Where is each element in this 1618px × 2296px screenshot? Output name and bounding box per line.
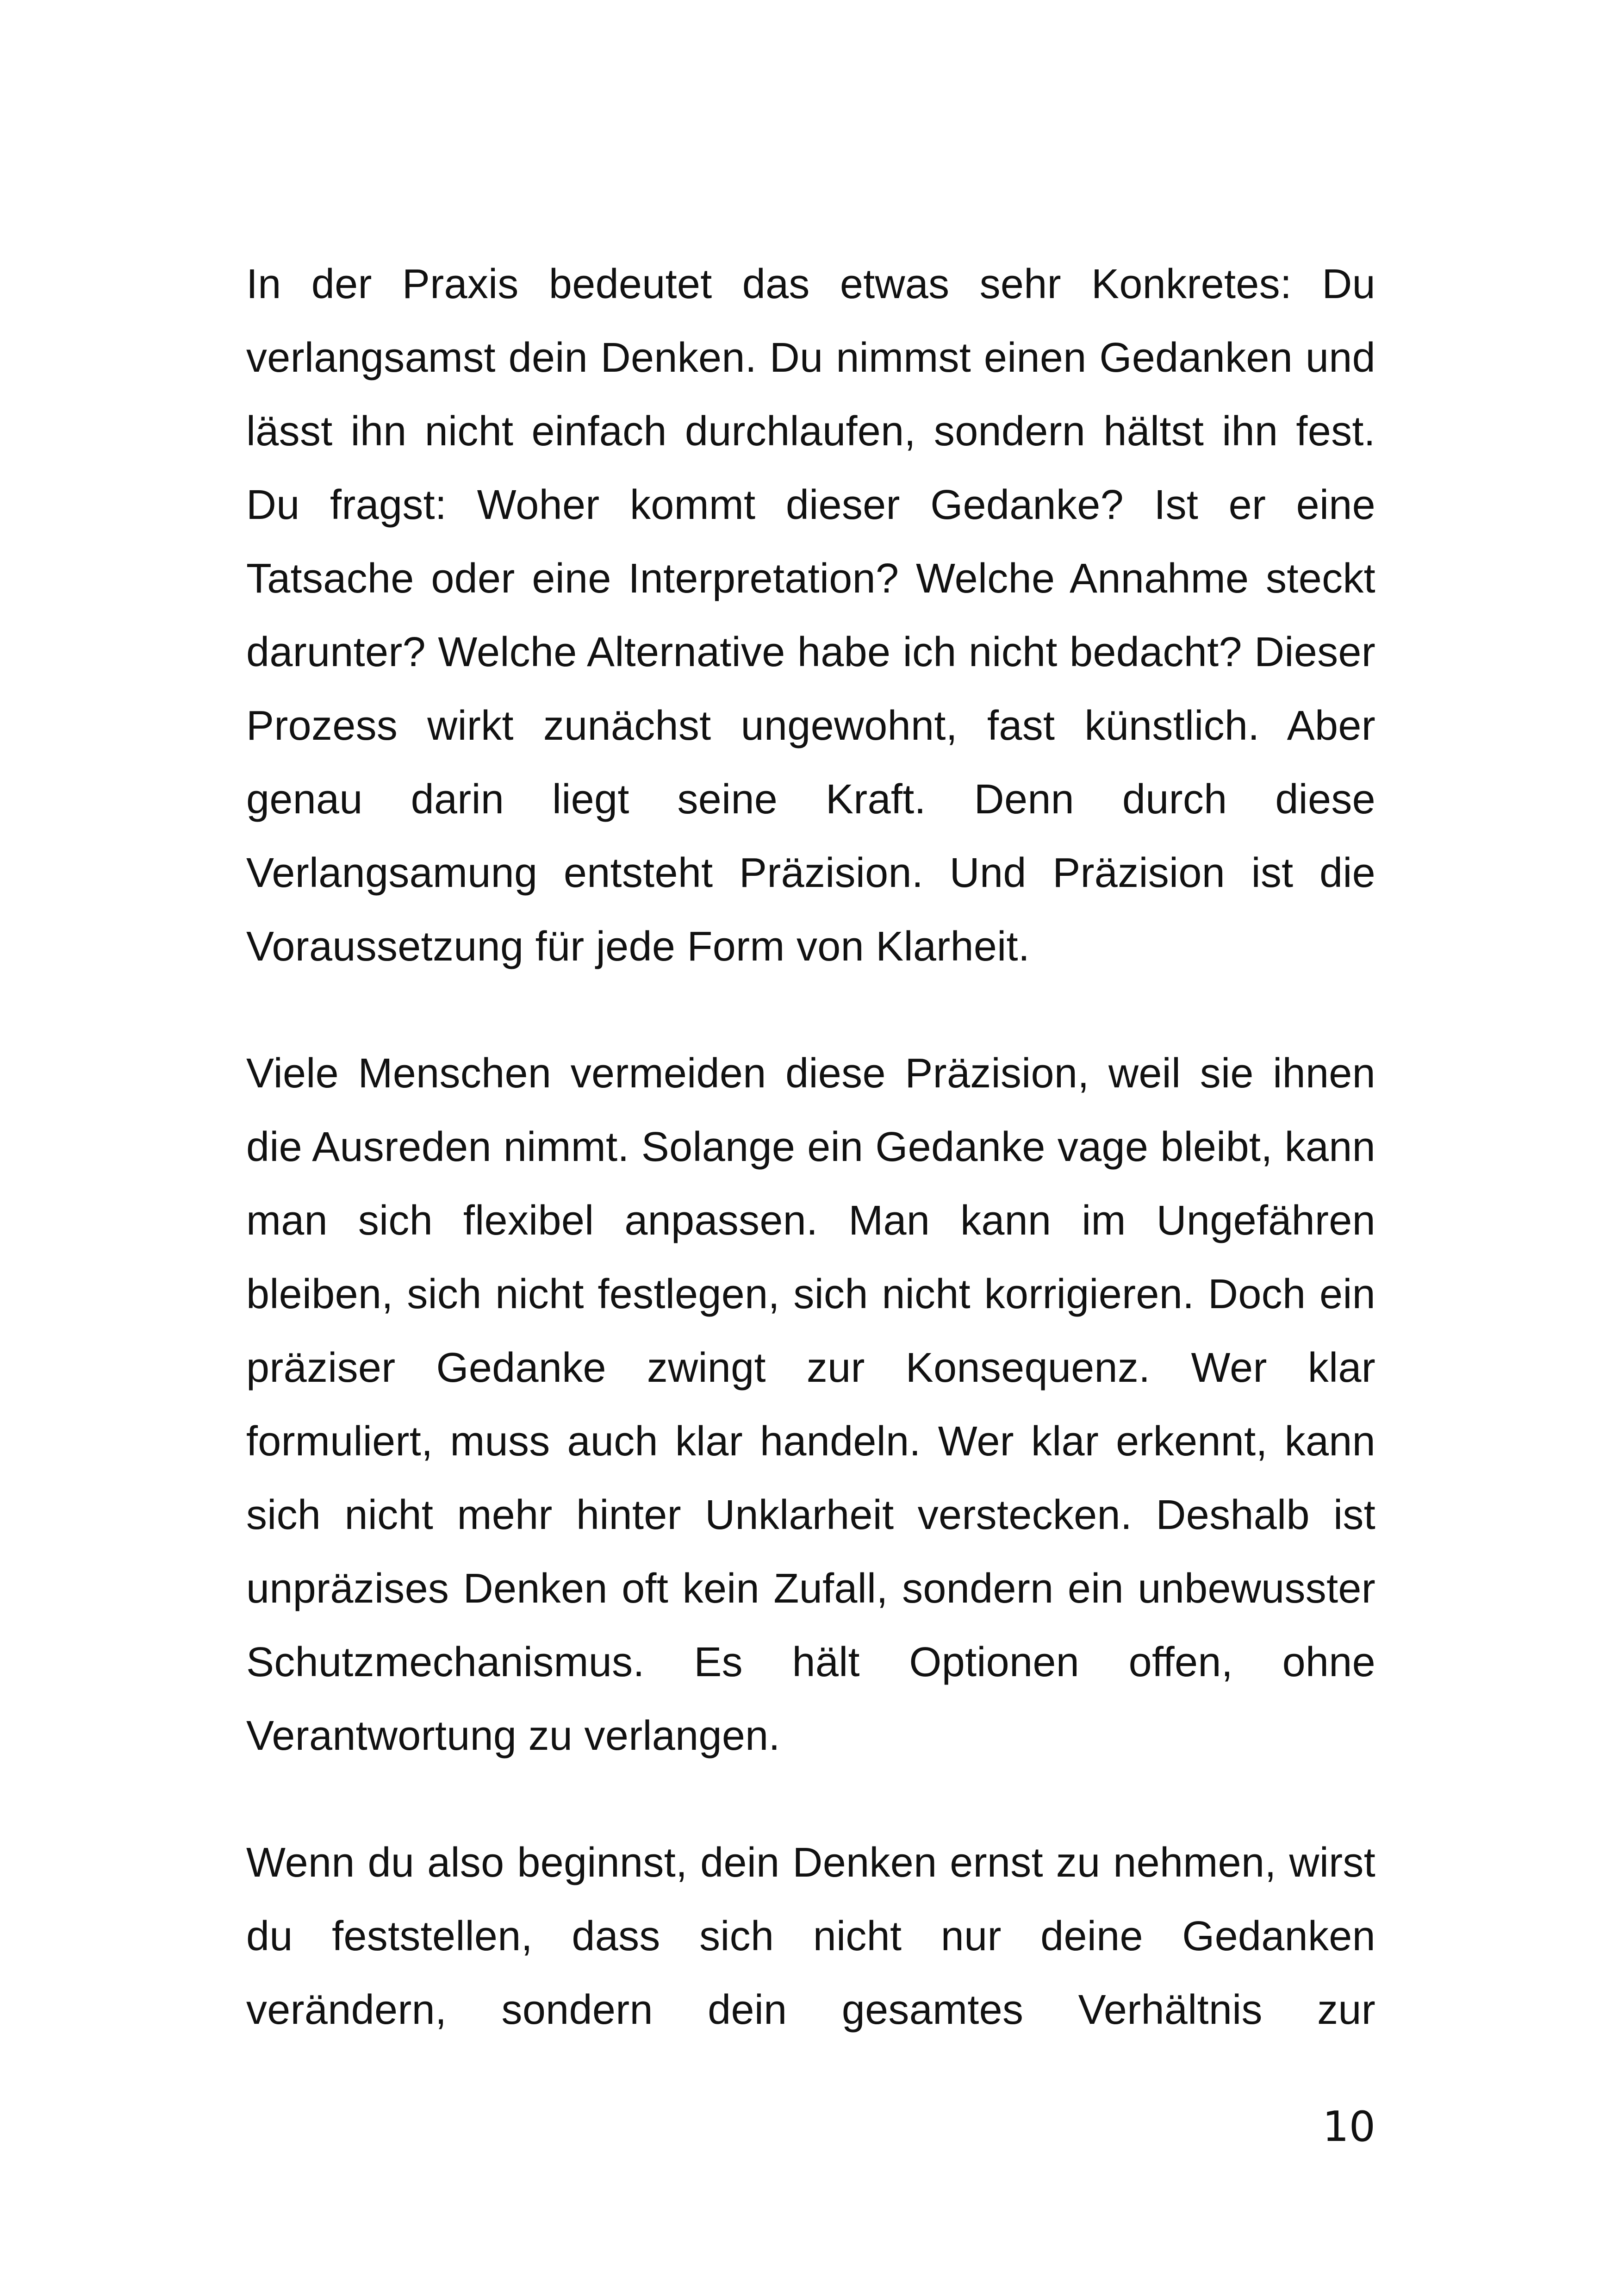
- paragraph-2: Viele Menschen vermeiden diese Präzision, weil sie ihnen die Ausreden nimmt. Solange ein Gedanke vage bleibt, kann man sich flexibel anpassen. Man kann im Ungefähren bleiben, sich nicht festlegen, sich nicht korrigieren. Doch ein präziser Gedanke zwingt zur Konsequenz. Wer klar formuliert, muss auch klar handeln. Wer klar erkennt, kann sich nicht mehr hinter Unklarheit verstecken. Deshalb ist unpräzises Denken oft kein Zufall, sondern ein unbewusster Schutzmechanismus. Es hält Optionen offen, ohne Verantwortung zu verlangen.: [246, 1050, 1375, 1759]
- paragraph-1: In der Praxis bedeutet das etwas sehr Konkretes: Du verlangsamst dein Denken. Du nimmst einen Gedanken und lässt ihn nicht einfach durchlaufen, sondern hältst ihn fest. Du fragst: Woher kommt dieser Gedanke? Ist er eine Tatsache oder eine Interpretation? Welche Annahme steckt darunter? Welche Alternative habe ich nicht bedacht? Dieser Prozess wirkt zunächst ungewohnt, fast künstlich. Aber genau darin liegt seine Kraft. Denn durch diese Verlangsamung entsteht Präzision. Und Präzision ist die Voraussetzung für jede Form von Klarheit.: [246, 261, 1375, 970]
- page-number: 10: [1322, 2103, 1375, 2151]
- paragraph-3: Wenn du also beginnst, dein Denken ernst zu nehmen, wirst du feststellen, dass sich nicht nur deine Gedanken verändern, sondern dein gesamtes Verhältnis zur: [246, 1840, 1375, 2033]
- body-text: [246, 248, 1375, 2047]
